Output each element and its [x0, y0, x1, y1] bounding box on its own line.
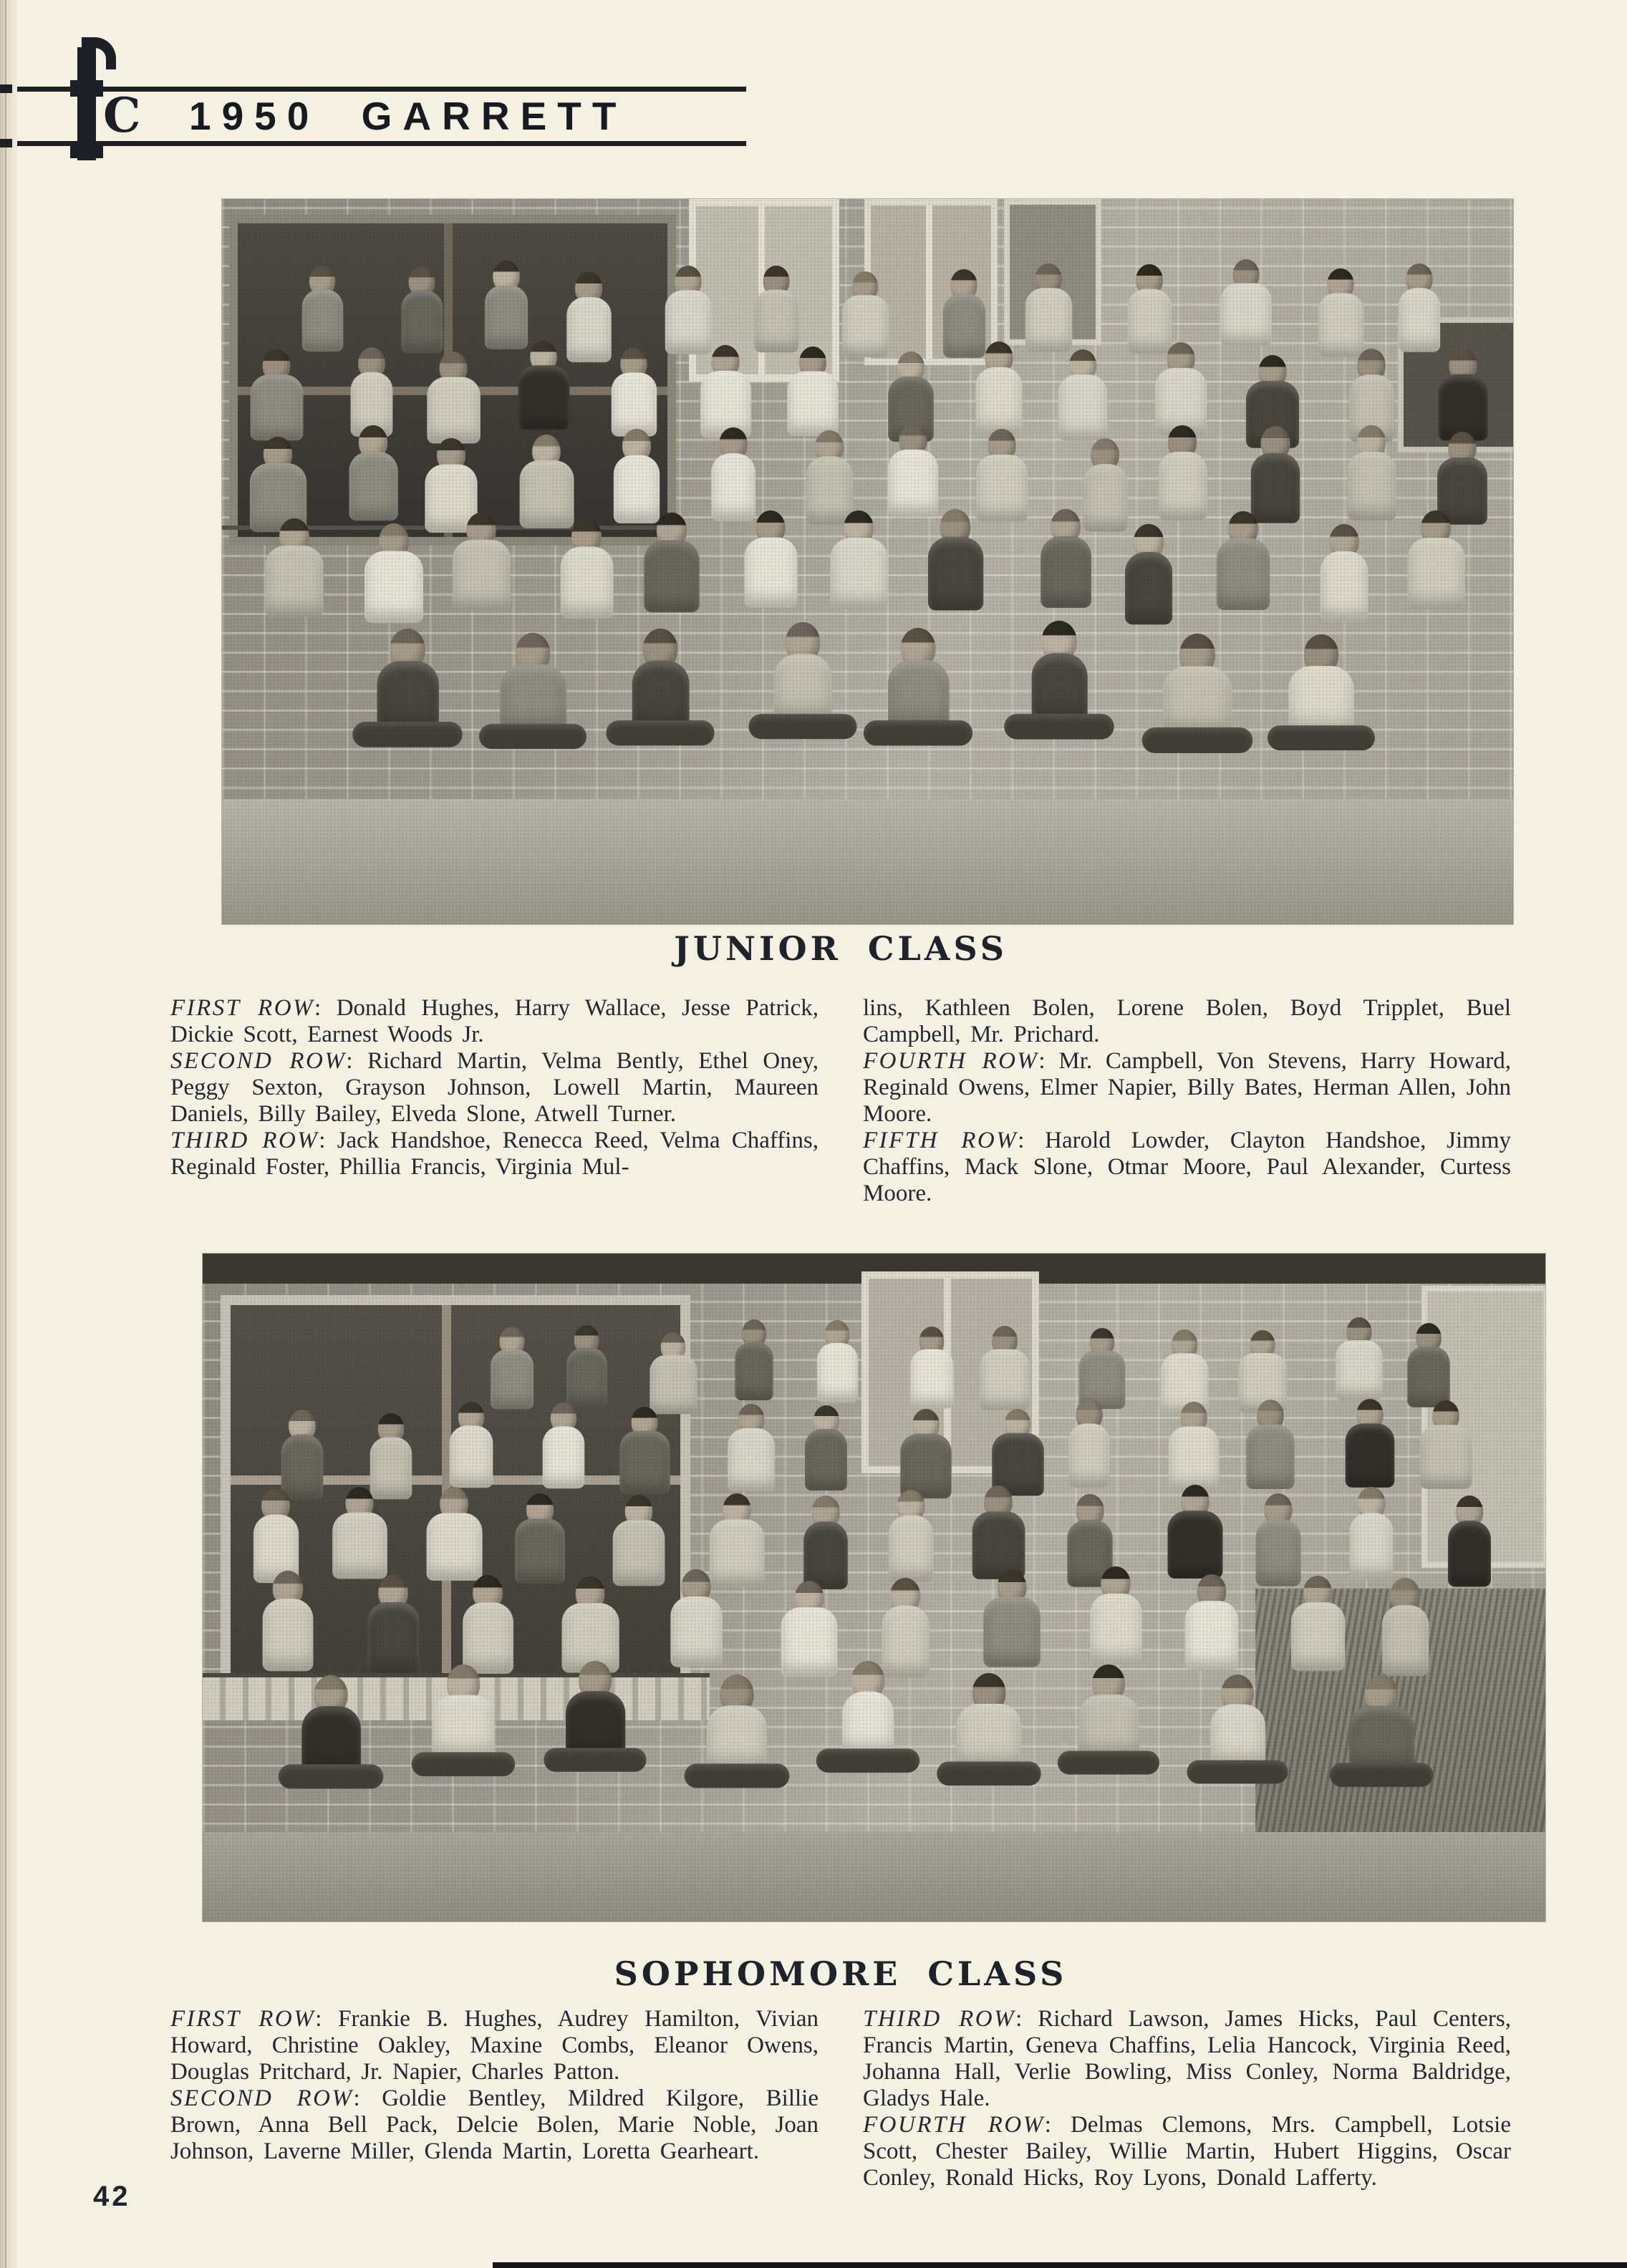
- student-figure: [885, 424, 941, 517]
- student-figure: [537, 1402, 589, 1488]
- student-figure: [907, 1327, 957, 1408]
- caption-row: [863, 2006, 1511, 2112]
- student-figure: [971, 341, 1027, 435]
- student-figure: [642, 513, 702, 612]
- student-figure: [1376, 1578, 1435, 1676]
- caption-row: [170, 995, 819, 1048]
- student-figure: [561, 1576, 619, 1672]
- caption-row: [170, 2085, 819, 2165]
- row-names: : Richard Martin, Velma Bently, Ethel Oney, Peggy Sexton, Grayson Johnson, Lowell Martin, Maureen Daniels, Billy Bailey, Elveda Slone, Atwell Turner.: [170, 1048, 819, 1127]
- student-figure: [649, 1332, 698, 1414]
- row-label: FIRST ROW: [170, 2006, 316, 2032]
- student-group: [203, 1254, 1545, 1922]
- student-figure: [839, 271, 892, 357]
- student-figure: [518, 435, 575, 528]
- row-names: : Harold Lowder, Clayton Handshoe, Jimmy Chaffins, Mack Slone, Otmar Moore, Paul Alexander, Curtess Moore.: [863, 1128, 1512, 1206]
- row-label: THIRD ROW: [863, 2006, 1016, 2032]
- student-figure: [258, 1571, 319, 1671]
- caption-row: [170, 1048, 819, 1128]
- caption-row: [863, 1048, 1511, 1128]
- student-figure: [1334, 1317, 1384, 1400]
- student-figure: [1162, 634, 1232, 753]
- caption-row: [863, 995, 1511, 1048]
- student-figure: [883, 628, 953, 746]
- student-figure: [249, 349, 304, 440]
- ornament-cap: [70, 142, 103, 158]
- student-figure: [1035, 509, 1096, 608]
- row-names: : Jack Handshoe, Renecca Reed, Velma Chaffins, Reginald Foster, Phillia Francis, Virginia Mul-: [170, 1128, 819, 1180]
- student-figure: [1393, 263, 1447, 352]
- student-figure: [1153, 342, 1209, 435]
- junior-class-photo: [222, 199, 1513, 924]
- row-names: lins, Kathleen Bolen, Lorene Bolen, Boyd Tripplet, Buel Campbell, Mr. Prichard.: [863, 995, 1511, 1047]
- student-figure: [1243, 1400, 1298, 1489]
- student-figure: [1435, 349, 1491, 441]
- page-binding-edge: [0, 0, 19, 2268]
- row-names: : Donald Hughes, Harry Wallace, Jesse Patrick, Dickie Scott, Earnest Woods Jr.: [170, 995, 819, 1047]
- student-figure: [608, 429, 665, 523]
- student-figure: [458, 1575, 518, 1674]
- student-figure: [275, 1410, 329, 1499]
- student-figure: [618, 1407, 670, 1493]
- student-figure: [364, 1575, 423, 1673]
- student-figure: [812, 1320, 862, 1402]
- student-figure: [1205, 1675, 1270, 1783]
- student-figure: [983, 1570, 1041, 1667]
- caption-right-column: [863, 2006, 1511, 2191]
- ornament-cap: [70, 80, 103, 97]
- caption-row: [863, 2112, 1511, 2191]
- student-figure: [1220, 259, 1272, 346]
- student-figure: [1213, 511, 1273, 610]
- student-figure: [974, 429, 1030, 522]
- student-figure: [768, 622, 837, 739]
- student-figure: [611, 1495, 666, 1586]
- student-figure: [1022, 263, 1076, 352]
- student-figure: [344, 347, 399, 437]
- student-figure: [1403, 1323, 1454, 1407]
- header-edge-dash: [0, 84, 12, 93]
- student-figure: [517, 341, 571, 430]
- student-figure: [834, 1661, 901, 1773]
- header-edge-dash: [0, 139, 12, 147]
- student-figure: [956, 1673, 1023, 1785]
- student-figure: [705, 427, 762, 521]
- student-figure: [479, 261, 533, 349]
- student-figure: [1182, 1574, 1240, 1670]
- student-figure: [884, 1490, 940, 1582]
- student-figure: [1154, 425, 1212, 520]
- header-tab-letter: C: [103, 87, 141, 143]
- student-figure: [1406, 510, 1466, 609]
- student-figure: [364, 523, 424, 623]
- student-figure: [445, 1402, 498, 1488]
- row-label: SECOND ROW: [170, 1048, 347, 1074]
- page-number: 42: [93, 2181, 131, 2212]
- student-figure: [1167, 1402, 1221, 1491]
- student-figure: [970, 1486, 1027, 1579]
- student-figure: [264, 518, 324, 617]
- student-figure: [452, 513, 511, 611]
- student-figure: [1167, 1485, 1224, 1579]
- student-figure: [780, 1581, 838, 1677]
- student-figure: [992, 1409, 1044, 1496]
- student-figure: [561, 1325, 611, 1407]
- student-figure: [829, 510, 889, 609]
- student-figure: [1077, 1328, 1126, 1409]
- student-figure: [750, 266, 802, 352]
- header-title: 1950 GARRETT: [189, 94, 627, 138]
- header-ornament-bar: [77, 47, 96, 160]
- student-figure: [1122, 264, 1177, 354]
- sophomore-class-title: SOPHOMORE CLASS: [614, 1954, 1068, 1993]
- student-figure: [430, 1664, 496, 1776]
- student-figure: [1419, 1400, 1473, 1489]
- student-figure: [1315, 524, 1374, 622]
- student-figure: [296, 266, 348, 352]
- student-figure: [297, 1675, 364, 1789]
- student-figure: [1246, 426, 1305, 523]
- caption-left-column: [170, 2006, 819, 2191]
- student-figure: [1288, 1576, 1346, 1671]
- student-figure: [924, 509, 986, 611]
- student-figure: [1343, 1399, 1397, 1488]
- student-figure: [1343, 1487, 1399, 1580]
- row-names: : Delmas Clemons, Mrs. Campbell, Lotsie Scott, Chester Bailey, Willie Martin, Hubert Higgins, Oscar Conley, Ronald Hicks, Roy Lyons, Donald Lafferty.: [863, 2112, 1511, 2191]
- student-figure: [697, 345, 753, 438]
- row-label: THIRD ROW: [170, 1128, 319, 1153]
- row-label: SECOND ROW: [170, 2085, 354, 2111]
- student-figure: [1250, 1493, 1306, 1586]
- caption-row: [170, 2006, 819, 2085]
- caption-row: [170, 1128, 819, 1181]
- sophomore-class-caption: [170, 2006, 1511, 2191]
- row-names: : Richard Lawson, James Hicks, Paul Centers, Francis Martin, Geneva Chaffins, Lelia Hancock, Virginia Reed, Johanna Hall, Verlie Bowling, Miss Conley, Norma Baldridge, Gladys Hale.: [863, 2006, 1511, 2111]
- student-figure: [899, 1409, 954, 1498]
- student-figure: [1023, 621, 1094, 740]
- student-figure: [332, 1487, 387, 1579]
- caption-row: [863, 1128, 1511, 1207]
- student-figure: [556, 519, 617, 619]
- student-figure: [344, 425, 402, 520]
- concrete-ground: [203, 1832, 1545, 1922]
- student-figure: [247, 1488, 304, 1583]
- student-figure: [1287, 634, 1356, 750]
- student-figure: [1348, 1675, 1415, 1787]
- student-figure: [667, 1569, 726, 1667]
- scan-edge-artifact: [493, 2262, 1627, 2268]
- student-figure: [786, 346, 841, 436]
- student-figure: [801, 1405, 852, 1491]
- student-figure: [725, 1404, 778, 1492]
- student-figure: [1119, 524, 1179, 624]
- student-figure: [980, 1326, 1030, 1410]
- student-figure: [1076, 1664, 1141, 1775]
- student-figure: [1062, 1399, 1116, 1488]
- sophomore-class-photo: [203, 1254, 1545, 1922]
- caption-left-column: [170, 995, 819, 1207]
- row-names: : Goldie Bentley, Mildred Kilgore, Billie Brown, Anna Bell Pack, Delcie Bolen, Marie Noble, Joan Johnson, Laverne Miller, Glenda Martin, Loretta Gearheart.: [170, 2085, 819, 2164]
- row-label: FIRST ROW: [170, 995, 315, 1021]
- student-figure: [425, 352, 481, 444]
- student-figure: [1086, 1566, 1145, 1664]
- student-figure: [703, 1675, 771, 1788]
- row-label: FIFTH ROW: [863, 1128, 1018, 1153]
- row-label: FOURTH ROW: [863, 1048, 1039, 1074]
- student-figure: [395, 266, 448, 353]
- student-figure: [1313, 268, 1367, 357]
- student-figure: [426, 1487, 483, 1581]
- student-figure: [513, 1493, 567, 1584]
- caption-right-column: [863, 995, 1511, 1207]
- student-figure: [607, 348, 660, 437]
- student-figure: [741, 510, 800, 608]
- student-figure: [730, 1319, 778, 1400]
- student-figure: [562, 1661, 628, 1772]
- row-label: FOURTH ROW: [863, 2112, 1045, 2138]
- student-figure: [498, 633, 567, 749]
- row-names: : Frankie B. Hughes, Audrey Hamilton, Vivian Howard, Christine Oakley, Maxine Combs, Eleanor Owens, Douglas Pritchard, Jr. Napier, Charles Patton.: [170, 2006, 819, 2085]
- row-names: : Mr. Campbell, Von Stevens, Harry Howard, Reginald Owens, Elmer Napier, Billy Bates, Herman Allen, John Moore.: [863, 1048, 1511, 1127]
- concrete-ground: [222, 799, 1513, 924]
- student-figure: [1056, 349, 1111, 440]
- student-figure: [625, 629, 695, 745]
- student-figure: [797, 1496, 854, 1589]
- student-figure: [1442, 1496, 1497, 1586]
- junior-class-title: JUNIOR CLASS: [674, 929, 1008, 968]
- student-figure: [364, 1413, 417, 1499]
- student-figure: [662, 266, 715, 354]
- student-figure: [1343, 425, 1401, 520]
- student-figure: [372, 629, 443, 747]
- junior-class-caption: [170, 995, 1511, 1207]
- student-figure: [487, 1327, 537, 1409]
